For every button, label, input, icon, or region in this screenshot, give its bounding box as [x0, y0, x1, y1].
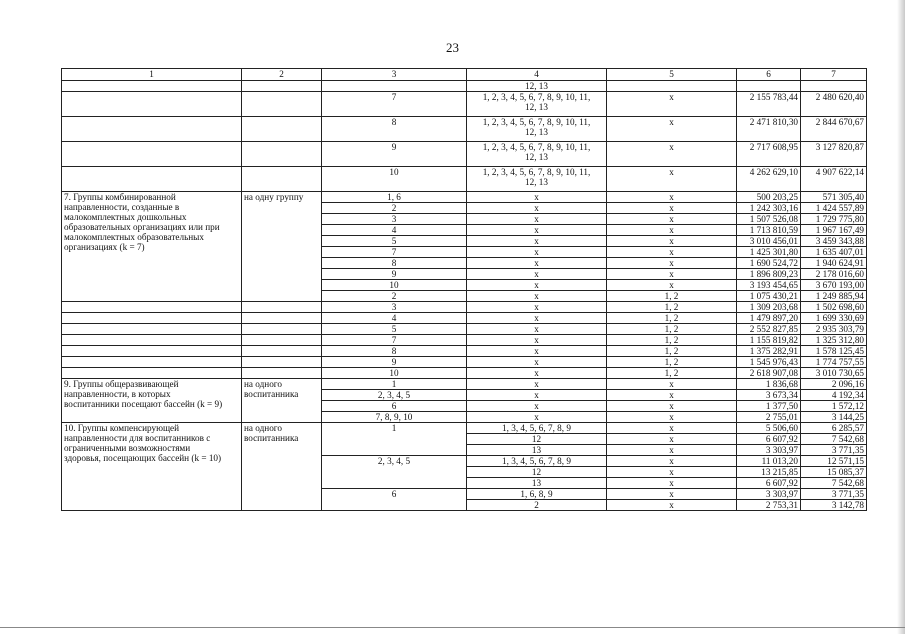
cell-col7 [801, 81, 867, 92]
cell-col3: 5 [322, 324, 467, 335]
cell-col5: x [607, 456, 737, 467]
cell-col5 [607, 81, 737, 92]
unit-of-measure [242, 117, 322, 142]
cell-col7: 1 249 885,94 [801, 291, 867, 302]
col-header-6: 6 [737, 69, 801, 81]
cell-col4 [467, 357, 607, 368]
cell-col4-line: x [534, 280, 539, 290]
cell-col4-line: x [534, 412, 539, 422]
cell-col4 [467, 467, 607, 478]
cell-col3: 9 [322, 269, 467, 280]
cell-col4 [467, 258, 607, 269]
cell-col6: 1 545 976,43 [737, 357, 801, 368]
cell-col4-line: 1, 3, 4, 5, 6, 7, 8, 9 [502, 456, 571, 466]
cell-col4-line: 13 [531, 478, 542, 488]
group-description-line: образовательных организациях или при [64, 222, 220, 232]
cell-col6: 1 425 301,80 [737, 247, 801, 258]
cell-col7: 3 127 820,87 [801, 142, 867, 167]
cell-col6: 3 010 456,01 [737, 236, 801, 247]
cell-col7: 12 571,15 [801, 456, 867, 467]
cell-col7: 1 940 624,91 [801, 258, 867, 269]
cell-col7: 2 480 620,40 [801, 92, 867, 117]
cell-col7: 3 771,35 [801, 489, 867, 500]
cell-col4-line: 1, 2, 3, 4, 5, 6, 7, 8, 9, 10, 11, [482, 117, 591, 127]
group-description-line: организациях (k = 7) [64, 242, 145, 252]
cell-col7: 1 774 757,55 [801, 357, 867, 368]
cell-col6: 2 753,31 [737, 500, 801, 511]
cell-col4-line: 1, 2, 3, 4, 5, 6, 7, 8, 9, 10, 11, [482, 167, 591, 177]
cell-col4 [467, 478, 607, 489]
cell-col5: x [607, 167, 737, 192]
cell-col4 [467, 117, 607, 142]
cell-col3: 2, 3, 4, 5 [322, 456, 467, 489]
cell-col7: 4 907 622,14 [801, 167, 867, 192]
cell-col3: 1 [322, 423, 467, 456]
cell-col6: 1 242 303,16 [737, 203, 801, 214]
cell-col6: 1 896 809,23 [737, 269, 801, 280]
cell-col4-line: x [534, 324, 539, 334]
cell-col4 [467, 280, 607, 291]
cell-col3: 10 [322, 167, 467, 192]
unit-of-measure [242, 92, 322, 117]
scan-edge [897, 0, 905, 634]
table-body [62, 81, 867, 511]
group-description-line: здоровья, посещающих бассейн (k = 10) [64, 453, 222, 463]
col-header-7: 7 [801, 69, 867, 81]
cell-col4 [467, 390, 607, 401]
tariff-table [61, 68, 867, 511]
cell-col7: 3 670 193,00 [801, 280, 867, 291]
cell-col4-line: 2 [534, 500, 539, 510]
unit-of-measure [242, 423, 322, 511]
cell-col5: x [607, 412, 737, 423]
cell-col7: 4 192,34 [801, 390, 867, 401]
cell-col5: 1, 2 [607, 302, 737, 313]
cell-col3: 2 [322, 203, 467, 214]
unit-of-measure [242, 335, 322, 346]
group-description [62, 368, 242, 379]
cell-col4 [467, 445, 607, 456]
cell-col4-line: x [534, 357, 539, 367]
group-description [62, 346, 242, 357]
page-number: 23 [446, 40, 459, 55]
cell-col5: x [607, 434, 737, 445]
cell-col4 [467, 214, 607, 225]
cell-col3: 2 [322, 291, 467, 302]
cell-col7: 3 771,35 [801, 445, 867, 456]
unit-line: на одного [244, 423, 282, 433]
cell-col4 [467, 142, 607, 167]
table-row [62, 117, 867, 142]
cell-col6: 2 552 827,85 [737, 324, 801, 335]
cell-col4 [467, 434, 607, 445]
table-row [62, 357, 867, 368]
cell-col5: 1, 2 [607, 368, 737, 379]
cell-col7: 7 542,68 [801, 434, 867, 445]
cell-col5: x [607, 423, 737, 434]
cell-col6: 2 155 783,44 [737, 92, 801, 117]
cell-col4 [467, 302, 607, 313]
cell-col6 [737, 81, 801, 92]
cell-col4 [467, 81, 607, 92]
unit-of-measure [242, 81, 322, 92]
cell-col4-line: x [534, 335, 539, 345]
cell-col4 [467, 489, 607, 500]
cell-col6: 3 303,97 [737, 489, 801, 500]
group-description-line: 9. Группы общеразвивающей [64, 379, 179, 389]
cell-col5: x [607, 214, 737, 225]
table-row [62, 81, 867, 92]
unit-of-measure [242, 379, 322, 423]
cell-col5: x [607, 379, 737, 390]
cell-col4 [467, 335, 607, 346]
cell-col3: 8 [322, 258, 467, 269]
cell-col5: 1, 2 [607, 324, 737, 335]
cell-col4-line: x [534, 269, 539, 279]
cell-col6: 13 215,85 [737, 467, 801, 478]
group-description [62, 302, 242, 313]
cell-col3: 7, 8, 9, 10 [322, 412, 467, 423]
cell-col3: 8 [322, 346, 467, 357]
cell-col4 [467, 324, 607, 335]
cell-col6: 1 309 203,68 [737, 302, 801, 313]
cell-col6: 6 607,92 [737, 434, 801, 445]
cell-col4-line: x [534, 379, 539, 389]
cell-col4-line: x [534, 390, 539, 400]
unit-line: на одного [244, 379, 282, 389]
cell-col3 [322, 81, 467, 92]
table-row [62, 313, 867, 324]
cell-col4 [467, 225, 607, 236]
cell-col7: 1 635 407,01 [801, 247, 867, 258]
cell-col3: 10 [322, 368, 467, 379]
group-description [62, 92, 242, 117]
cell-col3: 1 [322, 379, 467, 390]
cell-col4-line: x [534, 236, 539, 246]
table-row [62, 302, 867, 313]
cell-col6: 500 203,25 [737, 192, 801, 203]
group-description-line: воспитанники посещают бассейн (k = 9) [64, 399, 223, 409]
cell-col7: 1 699 330,69 [801, 313, 867, 324]
cell-col3: 8 [322, 117, 467, 142]
col-header-3: 3 [322, 69, 467, 81]
cell-col4 [467, 269, 607, 280]
cell-col4-line: 12 [531, 467, 542, 477]
cell-col5: x [607, 478, 737, 489]
table-row [62, 142, 867, 167]
group-description-line: малокомплектных дошкольных [64, 212, 187, 222]
unit-of-measure [242, 167, 322, 192]
cell-col3: 3 [322, 214, 467, 225]
cell-col4-line: 12, 13 [525, 102, 548, 112]
cell-col3: 2, 3, 4, 5 [322, 390, 467, 401]
cell-col7: 1 424 557,89 [801, 203, 867, 214]
group-description [62, 313, 242, 324]
cell-col6: 1 836,68 [737, 379, 801, 390]
cell-col4-line: x [534, 313, 539, 323]
unit-of-measure [242, 142, 322, 167]
unit-of-measure [242, 302, 322, 313]
cell-col5: x [607, 445, 737, 456]
cell-col3: 4 [322, 313, 467, 324]
table-row [62, 423, 867, 434]
cell-col4-line: 12, 13 [525, 177, 548, 187]
group-description [62, 142, 242, 167]
cell-col6: 5 506,60 [737, 423, 801, 434]
cell-col4-line: 12 [531, 434, 542, 444]
cell-col4 [467, 167, 607, 192]
cell-col4-line: x [534, 203, 539, 213]
cell-col4 [467, 456, 607, 467]
cell-col5: x [607, 117, 737, 142]
cell-col6: 1 690 524,72 [737, 258, 801, 269]
cell-col4-line: x [534, 258, 539, 268]
cell-col6: 2 471 810,30 [737, 117, 801, 142]
cell-col5: x [607, 236, 737, 247]
cell-col6: 1 155 819,82 [737, 335, 801, 346]
cell-col4-line: 12, 13 [525, 152, 548, 162]
table-row [62, 379, 867, 390]
table-row [62, 192, 867, 203]
cell-col4-line: 1, 2, 3, 4, 5, 6, 7, 8, 9, 10, 11, [482, 92, 591, 102]
unit-line: на одну группу [244, 192, 304, 202]
col-header-1: 1 [62, 69, 242, 81]
cell-col5: x [607, 203, 737, 214]
cell-col5: 1, 2 [607, 335, 737, 346]
cell-col7: 571 305,40 [801, 192, 867, 203]
cell-col5: x [607, 401, 737, 412]
cell-col7: 3 459 343,88 [801, 236, 867, 247]
cell-col6: 3 303,97 [737, 445, 801, 456]
cell-col3: 9 [322, 357, 467, 368]
cell-col3: 4 [322, 225, 467, 236]
col-header-5: 5 [607, 69, 737, 81]
unit-of-measure [242, 368, 322, 379]
cell-col7: 1 502 698,60 [801, 302, 867, 313]
cell-col7: 1 967 167,49 [801, 225, 867, 236]
cell-col5: x [607, 225, 737, 236]
cell-col5: x [607, 500, 737, 511]
cell-col3: 7 [322, 247, 467, 258]
cell-col5: x [607, 269, 737, 280]
cell-col3: 7 [322, 335, 467, 346]
cell-col5: x [607, 280, 737, 291]
group-description [62, 335, 242, 346]
cell-col3: 9 [322, 142, 467, 167]
cell-col4-line: x [534, 291, 539, 301]
cell-col4 [467, 247, 607, 258]
cell-col7: 2 178 016,60 [801, 269, 867, 280]
cell-col4-line: x [534, 302, 539, 312]
cell-col3: 6 [322, 401, 467, 412]
unit-line: воспитанника [244, 433, 299, 443]
cell-col6: 6 607,92 [737, 478, 801, 489]
group-description-line: направленности, созданные в [64, 202, 180, 212]
unit-of-measure [242, 192, 322, 302]
cell-col4 [467, 236, 607, 247]
cell-col7: 1 578 125,45 [801, 346, 867, 357]
cell-col7: 3 142,78 [801, 500, 867, 511]
cell-col3: 7 [322, 92, 467, 117]
cell-col6: 1 375 282,91 [737, 346, 801, 357]
cell-col6: 11 013,20 [737, 456, 801, 467]
cell-col5: x [607, 390, 737, 401]
group-description [62, 423, 242, 511]
cell-col7: 2 935 303,79 [801, 324, 867, 335]
cell-col7: 6 285,57 [801, 423, 867, 434]
cell-col4 [467, 291, 607, 302]
cell-col5: x [607, 192, 737, 203]
cell-col5: x [607, 258, 737, 269]
cell-col3: 6 [322, 489, 467, 511]
group-description [62, 117, 242, 142]
cell-col5: x [607, 92, 737, 117]
unit-of-measure [242, 346, 322, 357]
group-description-line: 7. Группы комбинированной [64, 192, 176, 202]
cell-col6: 1 075 430,21 [737, 291, 801, 302]
cell-col3: 5 [322, 236, 467, 247]
cell-col7: 1 572,12 [801, 401, 867, 412]
table-row [62, 346, 867, 357]
cell-col7: 15 085,37 [801, 467, 867, 478]
cell-col7: 2 096,16 [801, 379, 867, 390]
cell-col4-line: x [534, 247, 539, 257]
cell-col3: 10 [322, 280, 467, 291]
cell-col4 [467, 500, 607, 511]
cell-col7: 2 844 670,67 [801, 117, 867, 142]
cell-col6: 2 717 608,95 [737, 142, 801, 167]
cell-col7: 1 729 775,80 [801, 214, 867, 225]
table-row [62, 167, 867, 192]
cell-col4-line: 1, 2, 3, 4, 5, 6, 7, 8, 9, 10, 11, [482, 142, 591, 152]
cell-col4-line: 1, 6, 8, 9 [520, 489, 553, 499]
cell-col6: 1 713 810,59 [737, 225, 801, 236]
cell-col5: x [607, 489, 737, 500]
scan-bottom-line [0, 627, 905, 628]
cell-col4-line: 12, 13 [525, 127, 548, 137]
cell-col6: 4 262 629,10 [737, 167, 801, 192]
unit-line: воспитанника [244, 389, 299, 399]
group-description [62, 379, 242, 423]
group-description-line: ограниченными возможностями [64, 443, 191, 453]
cell-col4 [467, 313, 607, 324]
cell-col4 [467, 346, 607, 357]
cell-col4-line: x [534, 368, 539, 378]
cell-col4-line: 12, 13 [525, 81, 548, 91]
table-row [62, 335, 867, 346]
table-row [62, 368, 867, 379]
cell-col4 [467, 203, 607, 214]
group-description [62, 81, 242, 92]
cell-col4 [467, 368, 607, 379]
cell-col6: 3 193 454,65 [737, 280, 801, 291]
cell-col7: 7 542,68 [801, 478, 867, 489]
unit-of-measure [242, 324, 322, 335]
cell-col7: 1 325 312,80 [801, 335, 867, 346]
cell-col4 [467, 92, 607, 117]
col-header-4: 4 [467, 69, 607, 81]
cell-col5: x [607, 467, 737, 478]
cell-col4-line: x [534, 346, 539, 356]
table-row [62, 92, 867, 117]
cell-col3: 1, 6 [322, 192, 467, 203]
cell-col4 [467, 401, 607, 412]
header-row [62, 69, 867, 81]
cell-col4-line: x [534, 225, 539, 235]
cell-col4 [467, 192, 607, 203]
cell-col4 [467, 412, 607, 423]
cell-col6: 3 673,34 [737, 390, 801, 401]
cell-col6: 1 479 897,20 [737, 313, 801, 324]
cell-col6: 1 507 526,08 [737, 214, 801, 225]
group-description [62, 192, 242, 302]
cell-col5: x [607, 142, 737, 167]
cell-col4-line: 1, 3, 4, 5, 6, 7, 8, 9 [502, 423, 571, 433]
cell-col6: 2 755,01 [737, 412, 801, 423]
group-description-line: направленности, в которых [64, 389, 171, 399]
table-row [62, 324, 867, 335]
cell-col5: 1, 2 [607, 346, 737, 357]
cell-col6: 1 377,50 [737, 401, 801, 412]
group-description-line: направленности для воспитанников с [64, 433, 211, 443]
group-description-line: 10. Группы компенсирующей [64, 423, 180, 433]
cell-col3: 3 [322, 302, 467, 313]
cell-col5: x [607, 247, 737, 258]
cell-col7: 3 010 730,65 [801, 368, 867, 379]
group-description [62, 324, 242, 335]
unit-of-measure [242, 357, 322, 368]
cell-col5: 1, 2 [607, 313, 737, 324]
cell-col6: 2 618 907,08 [737, 368, 801, 379]
cell-col7: 3 144,25 [801, 412, 867, 423]
unit-of-measure [242, 313, 322, 324]
cell-col4 [467, 379, 607, 390]
cell-col4-line: x [534, 192, 539, 202]
group-description [62, 357, 242, 368]
group-description-line: малокомплектных образовательных [64, 232, 204, 242]
cell-col5: 1, 2 [607, 357, 737, 368]
col-header-2: 2 [242, 69, 322, 81]
cell-col4-line: 13 [531, 445, 542, 455]
cell-col5: 1, 2 [607, 291, 737, 302]
cell-col4 [467, 423, 607, 434]
cell-col4-line: x [534, 214, 539, 224]
group-description [62, 167, 242, 192]
cell-col4-line: x [534, 401, 539, 411]
